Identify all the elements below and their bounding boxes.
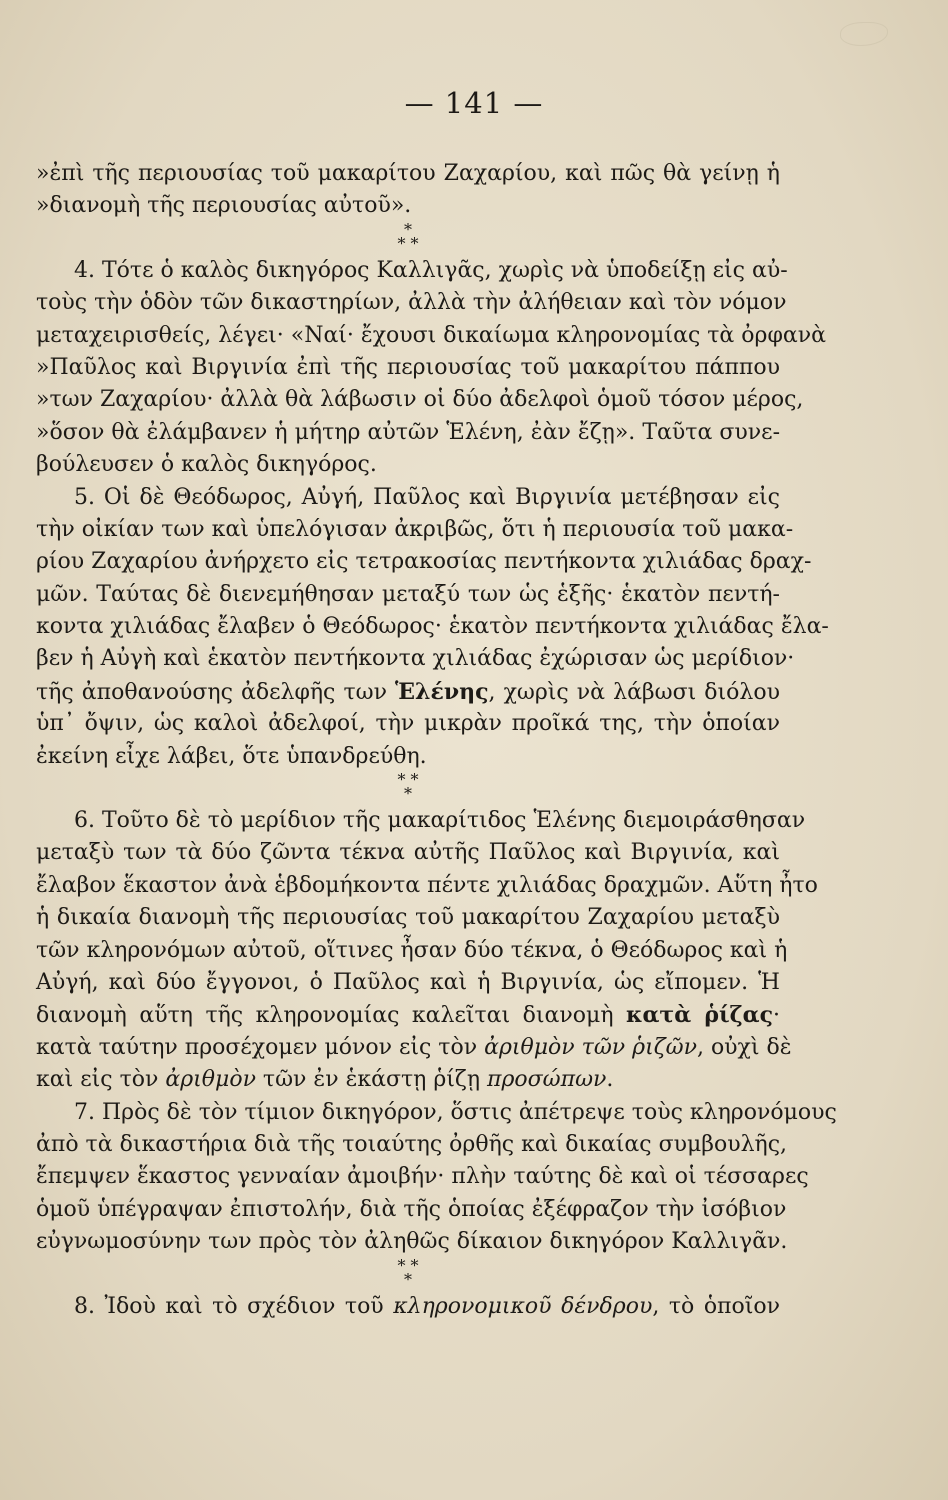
- text-line: ὁμοῦ ὑπέγραψαν ἐπιστολήν, διὰ τῆς ὁποίας ἐξέφραζον τὴν ἰσόβιον: [36, 1196, 787, 1222]
- text-line: [36, 1064, 780, 1096]
- text-line: ὑπ᾽ ὄψιν, ὡς καλοὶ ἀδελφοί, τὴν μικρὰν προῖκά της, τὴν ὁποίαν: [36, 711, 780, 737]
- text-line: τὴν οἰκίαν των καὶ ὑπελόγισαν ἀκριβῶς, ὅτι ἡ περιουσία τοῦ μακα-: [36, 516, 794, 542]
- page-number: — 141 —: [404, 86, 544, 120]
- italic-term: κληρονομικοῦ δένδρου: [393, 1293, 653, 1319]
- section-separator: [36, 1255, 780, 1291]
- text-run: .: [606, 1067, 614, 1093]
- text-line: 5. Οἱ δὲ Θεόδωρος, Αὐγή, Παῦλος καὶ Βιργινία μετέβησαν εἰς: [74, 484, 780, 510]
- text-line: μεταχειρισθείς, λέγει· «Ναί· ἔχουσι δικαίωμα κληρονομίας τὰ ὀρφανὰ: [36, 322, 826, 348]
- text-run: καὶ εἰς τὸν: [36, 1067, 166, 1093]
- separator-stars-bottom: *: [404, 1269, 412, 1289]
- text-run: 8. Ἰδοὺ καὶ τὸ σχέδιον τοῦ: [74, 1293, 394, 1319]
- text-line: [36, 676, 780, 708]
- bold-term: Ἑλένης: [395, 678, 489, 705]
- text-line: ἡ δικαία διανομὴ τῆς περιουσίας τοῦ μακαρίτου Ζαχαρίου μεταξὺ: [36, 905, 780, 931]
- text-run: , οὐχὶ δὲ: [696, 1034, 792, 1060]
- text-run: διανομὴ αὕτη τῆς κληρονομίας καλεῖται διανομὴ: [36, 1003, 627, 1029]
- text-line: 7. Πρὸς δὲ τὸν τίμιον δικηγόρον, ὅστις ἀπέτρεψε τοὺς κληρονόμους: [74, 1099, 837, 1125]
- text-line: 4. Τότε ὁ καλὸς δικηγόρος Καλλιγᾶς, χωρὶς νὰ ὑποδείξῃ εἰς αὐ-: [74, 257, 788, 283]
- text-line: »ἐπὶ τῆς περιουσίας τοῦ μακαρίτου Ζαχαρίου, καὶ πῶς θὰ γείνῃ ἡ: [36, 161, 780, 186]
- text-line: Αὐγή, καὶ δύο ἔγγονοι, ὁ Παῦλος καὶ ἡ Βιργινία, ὡς εἴπομεν. Ἡ: [36, 969, 780, 995]
- text-run: τῶν ἐν ἑκάστῃ ῥίζῃ: [255, 1067, 488, 1093]
- italic-term: προσώπων: [487, 1067, 607, 1093]
- text-line: [36, 1291, 780, 1323]
- text-line: ἔπεμψεν ἕκαστος γενναίαν ἀμοιβήν· πλὴν ταύτης δὲ καὶ οἱ τέσσαρες: [36, 1164, 809, 1190]
- text-line: [36, 1032, 792, 1064]
- bold-term: κατὰ ῥίζας: [626, 1002, 773, 1029]
- body-text: [36, 158, 837, 1323]
- section-separator: [36, 219, 780, 255]
- text-line: εὐγνωμοσύνην των πρὸς τὸν ἀληθῶς δίκαιον δικηγόρον Καλλιγᾶν.: [36, 1229, 788, 1255]
- text-run: , χωρὶς νὰ λάβωσι διόλου: [488, 679, 780, 705]
- text-line: ρίου Ζαχαρίου ἀνήρχετο εἰς τετρακοσίας πεντήκοντα χιλιάδας δραχ-: [36, 549, 812, 575]
- separator-stars-bottom: *: [404, 784, 412, 804]
- text-line: τοὺς τὴν ὁδὸν τῶν δικαστηρίων, ἀλλὰ τὴν ἀλήθειαν καὶ τὸν νόμον: [36, 290, 787, 316]
- text-line: ἐκείνη εἶχε λάβει, ὅτε ὑπανδρεύθη.: [36, 743, 427, 769]
- text-line: [36, 999, 780, 1031]
- text-line: μεταξὺ των τὰ δύο ζῶντα τέκνα αὐτῆς Παῦλος καὶ Βιργινία, καὶ: [36, 840, 780, 866]
- text-line: ἔλαβον ἕκαστον ἀνὰ ἑβδομήκοντα πέντε χιλιάδας δραχμῶν. Αὕτη ἦτο: [36, 872, 818, 898]
- section-separator: [36, 770, 780, 805]
- separator-stars-top: *: [404, 219, 412, 239]
- text-line: »των Ζαχαρίου· ἀλλὰ θὰ λάβωσιν οἱ δύο ἀδελφοὶ ὁμοῦ τόσον μέρος,: [36, 387, 804, 413]
- text-run: κατὰ ταύτην προσέχομεν μόνον εἰς τὸν: [36, 1034, 485, 1060]
- italic-term: ἀριθμὸν: [165, 1067, 256, 1093]
- text-line: βούλευσεν ὁ καλὸς δικηγόρος.: [36, 452, 377, 478]
- paper-stain: [840, 22, 888, 46]
- text-line: μῶν. Ταύτας δὲ διενεμήθησαν μεταξύ των ὡς ἑξῆς· ἑκατὸν πεντή-: [36, 581, 780, 607]
- italic-term: ἀριθμὸν τῶν ῥιζῶν: [484, 1034, 697, 1060]
- text-line: τῶν κληρονόμων αὐτοῦ, οἵτινες ἦσαν δύο τέκνα, ὁ Θεόδωρος καὶ ἡ: [36, 937, 788, 963]
- text-line: »ὅσον θὰ ἐλάμβανεν ἡ μήτηρ αὐτῶν Ἑλένη, ἐὰν ἔζῃ». Ταῦτα συνε-: [36, 419, 780, 445]
- text-line: ἀπὸ τὰ δικαστήρια διὰ τῆς τοιαύτης ὀρθῆς καὶ δικαίας συμβουλῆς,: [36, 1131, 788, 1157]
- text-line: κοντα χιλιάδας ἔλαβεν ὁ Θεόδωρος· ἑκατὸν πεντήκοντα χιλιάδας ἔλα-: [36, 614, 829, 640]
- text-line: βεν ἡ Αὐγὴ καὶ ἑκατὸν πεντήκοντα χιλιάδας ἐχώρισαν ὡς μερίδιον·: [36, 646, 795, 672]
- text-run: ·: [772, 1003, 780, 1029]
- text-run: τῆς ἀποθανούσης ἀδελφῆς των: [36, 679, 396, 705]
- text-line: »Παῦλος καὶ Βιργινία ἐπὶ τῆς περιουσίας τοῦ μακαρίτου πάππου: [36, 354, 780, 380]
- text-line: »διανομὴ τῆς περιουσίας αὐτοῦ».: [36, 193, 412, 219]
- separator-stars-top: * *: [397, 1255, 419, 1275]
- separator-stars-top: * *: [397, 770, 419, 790]
- separator-stars-bottom: * *: [397, 233, 419, 253]
- text-run: , τὸ ὁποῖον: [652, 1293, 781, 1319]
- text-line: 6. Τοῦτο δὲ τὸ μερίδιον τῆς μακαρίτιδος Ἑλένης διεμοιράσθησαν: [74, 808, 806, 834]
